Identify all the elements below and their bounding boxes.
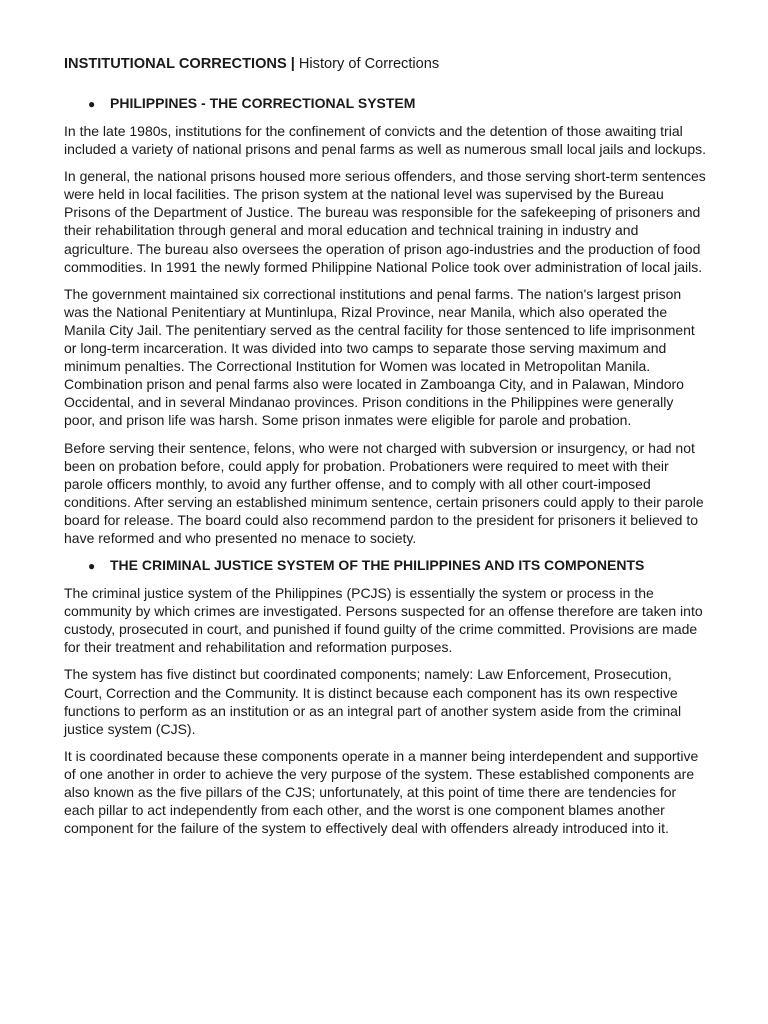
section-heading-text: THE CRIMINAL JUSTICE SYSTEM OF THE PHILIPPINES AND ITS COMPONENTS [110, 557, 645, 574]
paragraph: In the late 1980s, institutions for the confinement of convicts and the detention of those awaiting trial included a variety of national prisons and penal farms as well as numerous small local jails and lockups. [64, 123, 706, 158]
section-heading-correctional-system [88, 94, 706, 113]
bullet-icon: ● [88, 97, 96, 111]
section-heading-criminal-justice-system [88, 556, 706, 575]
paragraph: The government maintained six correctional institutions and penal farms. The nation's largest prison was the National Penitentiary at Muntinlupa, Rizal Province, near Manila, which also operated the Manila City Jail. The penitentiary served as the central facility for those sentenced to life imprisonment or long-term incarceration. It was divided into two camps to separate those serving maximum and minimum penalties. The Correctional Institution for Women was located in Metropolitan Manila. Combination prison and penal farms also were located in Zamboanga City, and in Palawan, Mindoro Occidental, and in several Mindanao provinces. Prison conditions in the Philippines were generally poor, and prison life was harsh. Some prison inmates were eligible for parole and probation. [64, 285, 695, 429]
header-title: INSTITUTIONAL CORRECTIONS | [64, 56, 295, 72]
section-heading-text: PHILIPPINES - THE CORRECTIONAL SYSTEM [110, 95, 416, 111]
paragraph: It is coordinated because these components operate in a manner being interdependent and supportive of one another in order to achieve the very purpose of the system. These established components are also known as the five pillars of the CJS; unfortunately, at this point of time there are tendencies for each pillar to act independently from each other, and the worst is one component blames another component for the failure of the system to effectively deal with offenders already introduced into it. [64, 747, 699, 837]
paragraph: Before serving their sentence, felons, who were not charged with subversion or insurgency, or had not been on probation before, could apply for probation. Probationers were required to meet with their parole officers monthly, to avoid any further offense, and to comply with all other court-imposed conditions. After serving an established minimum sentence, certain prisoners could apply to their parole board for release. The board could also recommend pardon to the president for prisoners it believed to have reformed and who presented no menace to society. [64, 439, 704, 546]
document-header [64, 54, 706, 74]
paragraph: In general, the national prisons housed more serious offenders, and those serving short-term sentences were held in local facilities. The prison system at the national level was supervised by the Bureau Prisons of the Department of Justice. The bureau was responsible for the safekeeping of prisoners and their rehabilitation through general and moral education and technical training in industry and agriculture. The bureau also oversees the operation of prison ago-industries and the production of food commodities. In 1991 the newly formed Philippine National Police took over administration of local jails. [64, 168, 706, 275]
paragraph: The system has five distinct but coordinated components; namely: Law Enforcement, Prosecution, Court, Correction and the Community. It is distinct because each component has its own respective functions to perform as an institution or as an integral part of another system aside from the criminal justice system (CJS). [64, 666, 682, 737]
header-subtitle: History of Corrections [294, 56, 440, 72]
paragraph: The criminal justice system of the Philippines (PCJS) is essentially the system or process in the community by which crimes are investigated. Persons suspected for an offense therefore are taken into custody, prosecuted in court, and punished if found guilty of the crime committed. Provisions are made for their treatment and rehabilitation and reformation purposes. [64, 585, 703, 656]
bullet-icon: ● [88, 559, 96, 574]
